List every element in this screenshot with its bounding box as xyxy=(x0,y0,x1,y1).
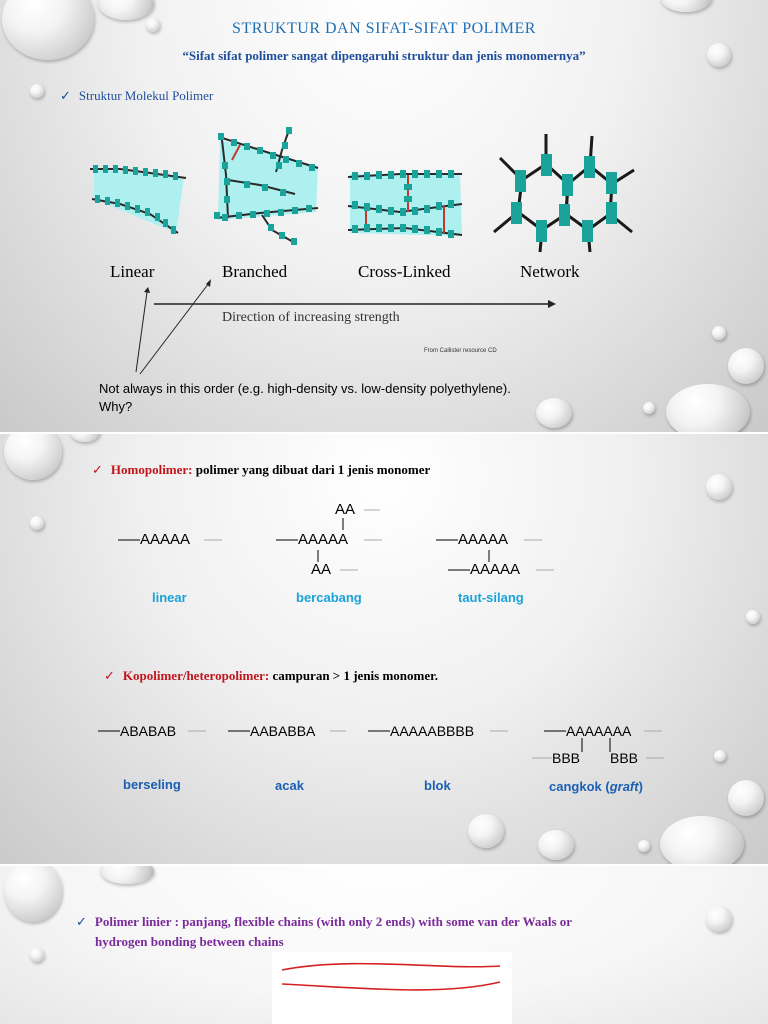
bullet-kopolimer: ✓ Kopolimer/heteropolimer: campuran > 1 jenis monomer. xyxy=(104,668,438,684)
slide-subtitle: “Sifat sifat polimer sangat dipengaruhi struktur dan jenis monomernya” xyxy=(182,48,586,63)
homopolymer-cross-top: AAAAA xyxy=(458,531,509,548)
bullet-homopolimer: ✓ Homopolimer: polimer yang dibuat dari 1 jenis monomer xyxy=(92,462,431,478)
homopolymer-branch-bottom: AA xyxy=(311,561,332,578)
water-drop-decoration xyxy=(100,866,154,884)
check-icon: ✓ xyxy=(76,915,87,930)
bullet-structure: ✓ Struktur Molekul Polimer xyxy=(60,88,214,104)
copolymer-alternating-chain: ABABAB xyxy=(120,723,177,739)
label-taut-silang: taut-silang xyxy=(458,590,524,605)
label-network: Network xyxy=(520,262,580,281)
homopolymer-branched-chain: AAAAA xyxy=(298,531,349,548)
cross-linked-structure-figure xyxy=(348,170,462,238)
linear-chains-drawing xyxy=(272,952,512,1024)
check-icon: ✓ xyxy=(60,89,71,104)
slide-polymer-types xyxy=(0,434,768,864)
copolymer-block-chain: AAAAABBBB xyxy=(390,723,475,739)
check-icon: ✓ xyxy=(92,463,103,478)
label-acak: acak xyxy=(275,778,304,793)
copolymer-random-chain: AABABBA xyxy=(250,723,316,739)
copolymer-graft-branch: BBB xyxy=(610,750,639,766)
water-drop-decoration xyxy=(4,866,62,922)
slide-linear-polymer xyxy=(0,866,768,1024)
polymer-structure-diagram xyxy=(0,0,768,432)
copolymer-graft-branch: BBB xyxy=(552,750,581,766)
label-linear: linear xyxy=(152,590,187,605)
label-linear: Linear xyxy=(110,262,155,281)
order-note-line2: Why? xyxy=(99,399,133,414)
order-note-line1: Not always in this order (e.g. high-density vs. low-density polyethylene). xyxy=(99,381,511,396)
label-berseling: berseling xyxy=(123,777,181,792)
label-cangkok: cangkok (graft) xyxy=(549,779,643,794)
check-icon: ✓ xyxy=(104,669,115,684)
linear-structure-figure xyxy=(90,165,186,234)
bullet-polimer-linier: ✓ Polimer linier : panjang, flexible chains (with only 2 ends) with some van der Waals or hydrogen bonding between chains xyxy=(76,914,573,949)
homopolymer-cross-bottom: AAAAA xyxy=(470,561,521,578)
branched-structure-figure xyxy=(214,127,318,245)
linear-chains-figure xyxy=(272,952,512,1024)
homopolymer-branch-top: AA xyxy=(335,501,356,518)
slide-title: STRUKTUR DAN SIFAT-SIFAT POLIMER xyxy=(232,20,536,37)
slide-polymer-structures xyxy=(0,0,768,432)
copolymer-bonds xyxy=(0,434,768,864)
direction-label: Direction of increasing strength xyxy=(222,310,400,325)
copolymer-graft-main: AAAAAAA xyxy=(566,723,632,739)
label-branched: Branched xyxy=(222,262,288,281)
homopolymer-linear-chain: AAAAA xyxy=(140,531,191,548)
label-bercabang: bercabang xyxy=(296,590,362,605)
water-drop-decoration xyxy=(30,948,44,962)
image-credit: From Callister resource CD xyxy=(424,348,497,354)
label-blok: blok xyxy=(424,778,451,793)
label-cross-linked: Cross-Linked xyxy=(358,262,451,281)
